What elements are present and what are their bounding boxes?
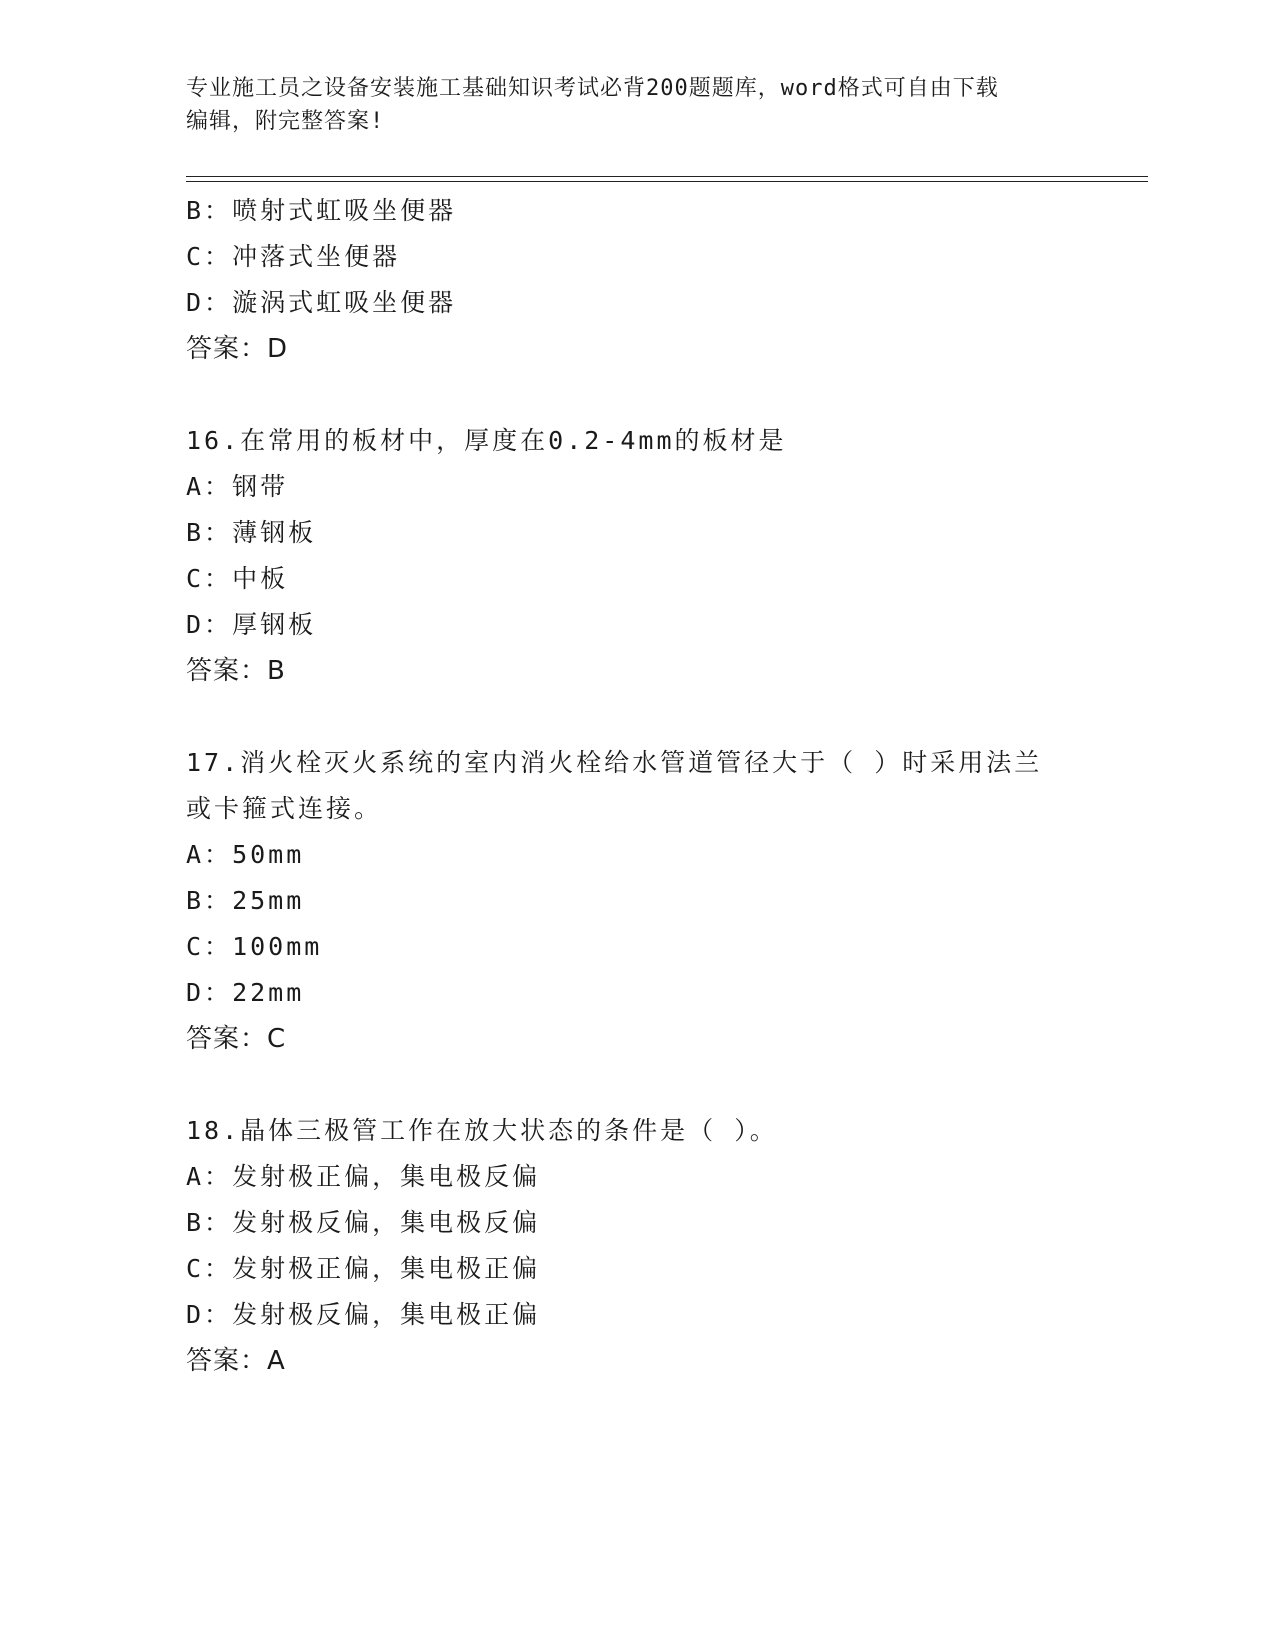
question-text-line-2: 或卡箍式连接。 — [186, 794, 383, 823]
option-text: 发射极正偏，集电极反偏 — [232, 1162, 541, 1191]
answer: 答案：A — [186, 1346, 286, 1376]
header-divider — [186, 176, 1148, 182]
option-a — [186, 1154, 1066, 1200]
option-text: 发射极反偏，集电极正偏 — [232, 1300, 541, 1329]
option-label: B： — [186, 1208, 233, 1237]
option-label: C： — [186, 1254, 233, 1283]
option-b — [186, 510, 1066, 556]
option-c — [186, 1246, 1066, 1292]
option-label: A： — [186, 840, 233, 869]
option-text: 发射极正偏，集电极正偏 — [232, 1254, 541, 1283]
question-text-line-1: 17.消火栓灭火系统的室内消火栓给水管道管径大于（ ）时采用法兰 — [186, 748, 1043, 777]
option-label: C： — [186, 242, 233, 271]
option-label: D： — [186, 288, 233, 317]
option-label: C： — [186, 564, 233, 593]
option-text: 钢带 — [232, 472, 289, 501]
option-label: D： — [186, 978, 233, 1007]
question-block-16 — [186, 418, 1066, 694]
option-label: B： — [186, 518, 233, 547]
option-label: D： — [186, 610, 233, 639]
option-c — [186, 924, 1066, 970]
option-label: B： — [186, 196, 233, 225]
option-text: 薄钢板 — [232, 518, 317, 547]
answer: 答案：C — [186, 1024, 287, 1054]
option-b — [186, 1200, 1066, 1246]
option-text: 50mm — [232, 840, 305, 869]
question-list — [186, 188, 1066, 1384]
option-d — [186, 602, 1066, 648]
question-block-17 — [186, 740, 1066, 1062]
option-text: 100mm — [232, 932, 323, 961]
document-header — [186, 72, 1066, 138]
header-title-line-1: 专业施工员之设备安装施工基础知识考试必背200题题库，word格式可自由下载 — [186, 76, 999, 101]
answer: 答案：D — [186, 334, 289, 364]
question-block-18 — [186, 1108, 1066, 1384]
option-text: 22mm — [232, 978, 305, 1007]
option-d — [186, 1292, 1066, 1338]
option-text: 厚钢板 — [232, 610, 317, 639]
option-label: A： — [186, 1162, 233, 1191]
option-text: 25mm — [232, 886, 305, 915]
option-label: C： — [186, 932, 233, 961]
question-text: 18.晶体三极管工作在放大状态的条件是（ ）。 — [186, 1116, 778, 1145]
header-title-line-2: 编辑，附完整答案! — [186, 109, 385, 134]
option-text: 中板 — [232, 564, 289, 593]
question-block-15 — [186, 188, 1066, 372]
option-text: 冲落式坐便器 — [232, 242, 401, 271]
option-label: A： — [186, 472, 233, 501]
option-d — [186, 280, 1066, 326]
option-text: 喷射式虹吸坐便器 — [232, 196, 457, 225]
option-text: 发射极反偏，集电极反偏 — [232, 1208, 541, 1237]
option-text: 漩涡式虹吸坐便器 — [232, 288, 457, 317]
option-c — [186, 556, 1066, 602]
option-label: D： — [186, 1300, 233, 1329]
option-b — [186, 878, 1066, 924]
option-b — [186, 188, 1066, 234]
question-text: 16.在常用的板材中，厚度在0.2-4mm的板材是 — [186, 426, 787, 455]
option-a — [186, 832, 1066, 878]
option-c — [186, 234, 1066, 280]
option-d — [186, 970, 1066, 1016]
answer: 答案：B — [186, 656, 286, 686]
option-label: B： — [186, 886, 233, 915]
option-a — [186, 464, 1066, 510]
